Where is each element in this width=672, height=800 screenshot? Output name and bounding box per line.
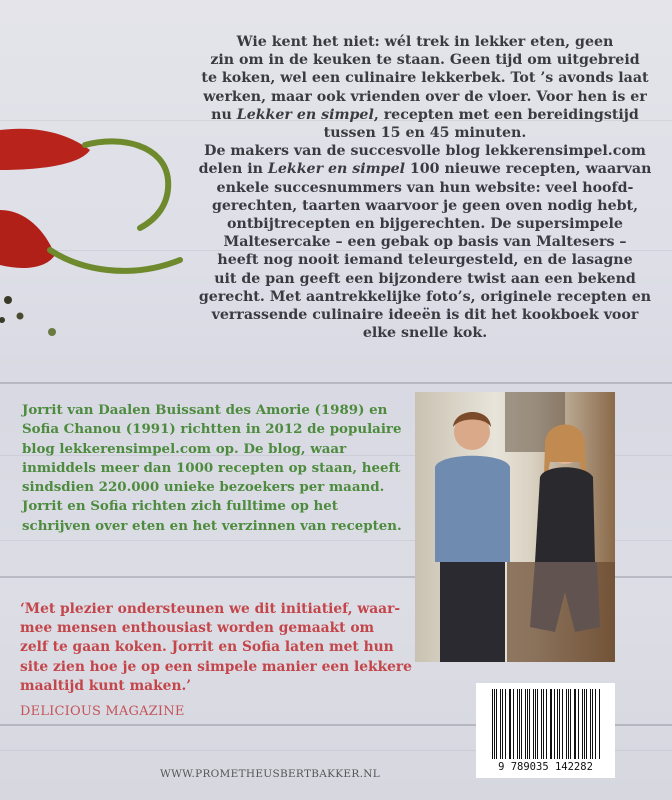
- barcode-bar: [525, 689, 526, 759]
- bio-line: schrijven over eten en het verzinnen van recepten.: [22, 517, 402, 534]
- isbn-barcode: [476, 683, 615, 778]
- bio-line: Jorrit van Daalen Buissant des Amorie (1989) en: [22, 402, 388, 418]
- barcode-bar: [582, 689, 583, 759]
- barcode-bar: [595, 689, 596, 759]
- barcode-bar: [492, 689, 493, 759]
- text-segment: , recepten met een bereidingstijd: [373, 106, 639, 123]
- barcode-bar: [500, 689, 501, 759]
- blurb-line: [175, 124, 672, 142]
- blurb-line: [175, 306, 672, 324]
- barcode-bar: [590, 689, 592, 759]
- quote-source: DELICIOUS MAGAZINE: [20, 704, 185, 719]
- bio-line: Jorrit en Sofia richten zich fulltime op het: [22, 498, 338, 515]
- quote-line: maaltijd kunt maken.’: [20, 677, 192, 694]
- text-segment: zin om in de keuken te staan. Geen tijd om uitgebreid: [210, 52, 640, 69]
- text-segment: delen in: [198, 161, 268, 178]
- author-bio: [22, 401, 402, 536]
- text-segment: gerecht. Met aantrekkelijke foto’s, originele recepten en: [198, 288, 652, 305]
- barcode-bar: [562, 689, 564, 759]
- book-title: Lekker en simpel: [236, 106, 374, 123]
- quote-line: zelf te gaan koken. Jorrit en Sofia laten met hun: [20, 639, 394, 656]
- text-segment: ontbijtrecepten en bijgerechten. De supersimpele: [227, 216, 623, 233]
- text-segment: werken, maar ook vrienden over de vloer. Voor hen is er: [203, 88, 647, 105]
- barcode-bar: [543, 689, 544, 759]
- blurb-line: [175, 288, 672, 306]
- barcode-bars: [492, 689, 600, 759]
- blurb-line: [175, 88, 672, 106]
- text-segment: elke snelle kok.: [362, 325, 488, 342]
- text-segment: tussen 15 en 45 minuten.: [323, 125, 527, 142]
- bio-line: Sofia Chanou (1991) richtten in 2012 de populaire: [22, 421, 402, 438]
- barcode-bar: [574, 689, 575, 759]
- blurb-line: [175, 270, 672, 288]
- bio-line: sindsdien 220.000 unieke bezoekers per maand.: [22, 479, 385, 496]
- barcode-bar: [502, 689, 504, 759]
- bio-line: inmiddels meer dan 1000 recepten op staan, heeft: [22, 459, 401, 476]
- review-quote: [20, 600, 412, 696]
- blurb-line: [175, 197, 672, 215]
- text-segment: verrassende culinaire ideeën is dit het kookboek voor: [211, 307, 639, 324]
- barcode-bar: [496, 689, 497, 759]
- blurb-line: [175, 251, 672, 269]
- blurb-line: [175, 51, 672, 69]
- text-segment: gerechten, taarten waarvoor je geen oven nodig hebt,: [211, 197, 639, 214]
- book-title: Lekker en simpel: [267, 161, 405, 178]
- barcode-bar: [551, 689, 552, 759]
- quote-line: site zien hoe je op een simpele manier een lekkere: [20, 658, 412, 675]
- text-segment: Maltesercake – een gebak op basis van Maltesers –: [223, 234, 627, 251]
- barcode-bar: [535, 689, 536, 759]
- blurb-line: [175, 33, 672, 51]
- text-segment: enkele succesnummers van hun website: veel hoofd-: [216, 179, 634, 196]
- barcode-bar: [584, 689, 585, 759]
- barcode-bar: [509, 689, 510, 759]
- chili-peppers-image: [0, 120, 200, 350]
- barcode-bar: [546, 689, 547, 759]
- barcode-bar: [517, 689, 518, 759]
- text-segment: Wie kent het niet: wél trek in lekker eten, geen: [236, 34, 614, 50]
- barcode-bar: [529, 689, 530, 759]
- publisher-url[interactable]: WWW.PROMETHEUSBERTBAKKER.NL: [160, 768, 381, 780]
- barcode-bar: [541, 689, 542, 759]
- blurb-line: [175, 106, 672, 124]
- text-segment: nu: [211, 106, 237, 123]
- barcode-bar: [578, 689, 579, 759]
- blurb-line: [175, 233, 672, 251]
- blurb-line: [175, 324, 672, 342]
- barcode-bar: [537, 689, 538, 759]
- text-segment: 100 nieuwe recepten, waarvan: [404, 161, 652, 178]
- quote-line: ‘Met plezier ondersteunen we dit initiatief, waar-: [20, 601, 401, 617]
- blurb-line: [175, 215, 672, 233]
- barcode-bar: [568, 689, 569, 759]
- blurb-line: [175, 142, 672, 160]
- barcode-bar: [521, 689, 522, 759]
- blurb-line: [175, 160, 672, 178]
- text-segment: te koken, wel een culinaire lekkerbek. Tot ’s avonds laat: [201, 70, 649, 87]
- text-segment: uit de pan geeft een bijzondere twist aan een bekend: [214, 270, 636, 287]
- text-segment: De makers van de succesvolle blog lekkerensimpel.com: [204, 143, 646, 160]
- authors-photo: [415, 392, 615, 662]
- blurb-line: [175, 69, 672, 87]
- quote-line: mee mensen enthousiast worden gemaakt om: [20, 620, 375, 637]
- barcode-bar: [570, 689, 571, 759]
- bio-line: blog lekkerensimpel.com op. De blog, waar: [22, 440, 347, 457]
- barcode-bar: [557, 689, 558, 759]
- barcode-bar: [513, 689, 514, 759]
- blurb-line: [175, 179, 672, 197]
- barcode-bar: [519, 689, 520, 759]
- text-segment: heeft nog nooit iemand teleurgesteld, en de lasagne: [217, 252, 633, 269]
- isbn-number: 9 789035 142282: [498, 761, 593, 773]
- blurb-text: [175, 33, 672, 342]
